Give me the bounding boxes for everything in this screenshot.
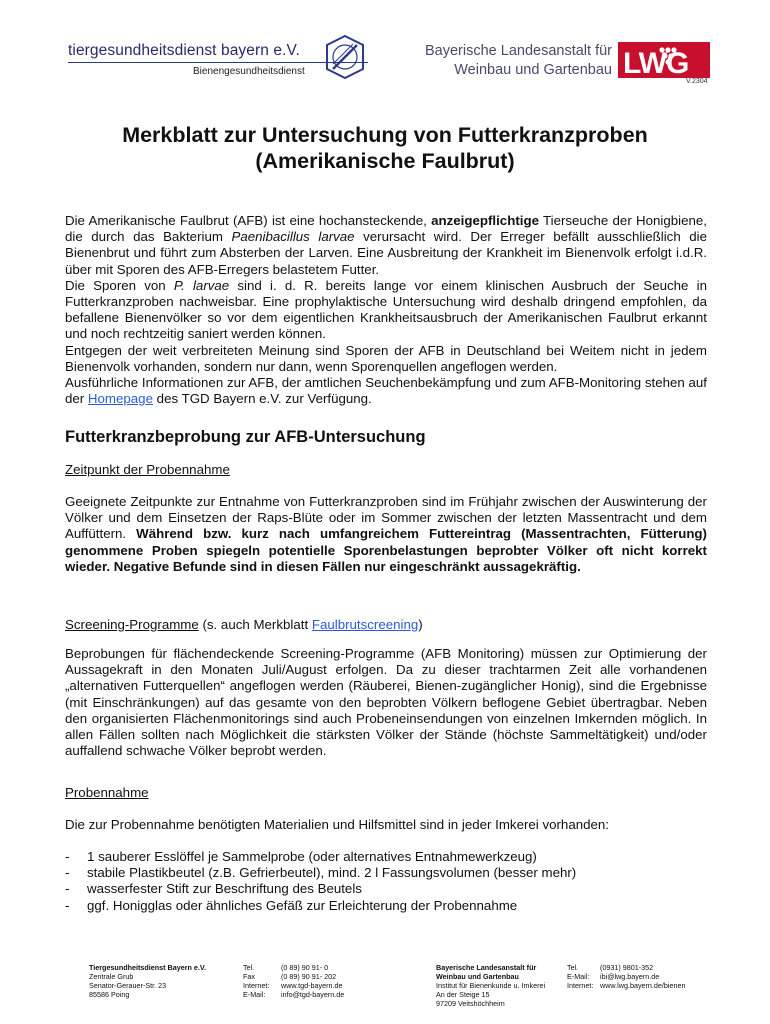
lwg-email-link[interactable]: ibi@lwg.bayern.de (600, 972, 660, 981)
intro-paragraph-1: Die Amerikanische Faulbrut (AFB) ist eine hochansteckende, anzeigepflichtige Tierseuche der Honigbiene, die durch das Bakterium Paenibacillus larvae verursacht wird. Der Erreger befällt ausschließlich die Bienenbrut und führt zum Absterben der Larven. Eine Ausbreitung der Krankheit im Bienenvolk erfolgt i.d.R. über mit Sporen des AFB-Erregers belastetem Futter. (65, 213, 708, 277)
lwg-org-name-line2: Weinbau und Gartenbau (454, 62, 612, 78)
title-line2: (Amerikanische Faulbrut) (255, 149, 515, 173)
tgd-email-link[interactable]: info@tgd-bayern.de (281, 990, 345, 999)
section-heading: Futterkranzbeprobung zur AFB-Untersuchung (65, 428, 426, 446)
subheading-probennahme: Probennahme (65, 785, 149, 800)
screening-text: Beprobungen für flächendeckende Screening-Programme (AFB Monitoring) müssen zur Optimierung der Aussagekraft in den Monaten Juli/August erfolgen. Da zu dieser trachtarmen Zeit alle vorhandenen „alternativen Futterquellen“ angeflogen werden (Räuberei, Bienen-zugänglicher Honig), sind die Ergebnisse (mit Einschränkungen) auf das gesamte von den beprobten Völkern beflogene Gebiet übertragbar. Neben den organisierten Flächenmonitorings sind auch Probeneinsendungen von einzelnen Imkernden möglich. In allen Fällen sollten nach Möglichkeit die stärksten Völker der Stände (höchste Sammeltätigkeit) und/oder auffallend schwache Völker beprobt werden. (65, 646, 707, 759)
subheading-screening: Screening-Programme (s. auch Merkblatt Faulbrutscreening) (65, 617, 423, 632)
probennahme-text: Die zur Probennahme benötigten Materialien und Hilfsmittel sind in jeder Imkerei vorhanden: (65, 817, 609, 832)
list-item: - stabile Plastikbeutel (z.B. Gefrierbeutel), mind. 2 l Fassungsvolumen (besser mehr) (65, 865, 707, 881)
intro-paragraph-2: Die Sporen von P. larvae sind i. d. R. bereits lange vor einem klinischen Ausbruch der Seuche in Futterkranzproben nachweisbar. Eine prophylaktische Untersuchung wird deshalb dringend empfohlen, da befallene Bienenvölker so vor dem eigentlichen Krankheitsausbruch der Amerikanischen Faulbrut erkannt und noch rechtzeitig saniert werden können. (65, 277, 707, 342)
footer-tgd-contact-values: (0 89) 90 91- 0 (0 89) 90 91- 202 www.tgd-bayern.de info@tgd-bayern.de (281, 963, 345, 999)
list-item: - ggf. Honigglas oder ähnliches Gefäß zur Erleichterung der Probennahme (65, 898, 707, 914)
list-item: - wasserfester Stift zur Beschriftung des Beutels (65, 881, 707, 897)
tgd-org-name: tiergesundheitsdienst bayern e.V. (68, 42, 300, 59)
lwg-logo-text: LWG (623, 47, 689, 80)
tgd-divider (68, 62, 368, 63)
intro-text (65, 213, 707, 407)
list-item: - 1 sauberer Esslöffel je Sammelprobe (oder alternatives Entnahmewerkzeug) (65, 849, 707, 865)
intro-paragraph-4: Ausführliche Informationen zur AFB, der amtlichen Seuchenbekämpfung und zum AFB-Monitoring stehen auf der Homepage des TGD Bayern e.V. zur Verfügung. (65, 375, 707, 407)
tgd-website-link[interactable]: www.tgd-bayern.de (281, 981, 343, 990)
lwg-website-link[interactable]: www.lwg.bayern.de/bienen (600, 981, 686, 990)
footer-tgd-address: Tiergesundheitsdienst Bayern e.V. Zentrale Grub Senator-Gerauer-Str. 23 85586 Poing (89, 963, 207, 999)
footer-lwg-contact-labels: Tel. E-Mail: Internet: (567, 963, 594, 990)
intro-paragraph-3: Entgegen der weit verbreiteten Meinung sind Sporen der AFB in Deutschland bei Weitem nicht in jedem Bienenvolk vorhanden, sondern nur dann, wenn Sporenquellen angeflogen werden. (65, 342, 707, 374)
tgd-org-subtitle: Bienengesundheitsdienst (193, 66, 305, 77)
materials-list (65, 849, 707, 914)
lwg-header (425, 42, 612, 80)
zeitpunkt-text: Geeignete Zeitpunkte zur Entnahme von Futterkranzproben sind im Frühjahr zwischen der Auswinterung der Völker und dem Einsetzen der Raps-Blüte oder im Sommer zwischen der letzten Massentracht und dem Auffüttern. Während bzw. kurz nach umfangreichem Futtereintrag (Massentrachten, Fütterung) genommene Proben spiegeln potentielle Sporenbelastungen beprobter Völker oft nicht korrekt wieder. Negative Befunde sind in diesen Fällen nur eingeschränkt aussagekräftig. (65, 494, 707, 574)
lwg-org-name-line1: Bayerische Landesanstalt für (425, 43, 612, 59)
lwg-logo-icon (618, 40, 710, 80)
tgd-logo-icon (325, 34, 365, 80)
version-label: V.2304 (686, 78, 708, 85)
footer-lwg-address: Bayerische Landesanstalt für Weinbau und Gartenbau Institut für Bienenkunde u. Imkerei An der Steige 15 97209 Veitshöchheim (436, 963, 546, 1008)
subheading-zeitpunkt: Zeitpunkt der Probennahme (65, 462, 230, 477)
homepage-link[interactable]: Homepage (87, 391, 153, 407)
page-title (0, 122, 770, 174)
faulbrutscreening-link[interactable]: Faulbrutscreening (311, 617, 419, 632)
title-line1: Merkblatt zur Untersuchung von Futterkranzproben (122, 123, 648, 147)
footer-lwg-contact-values: (0931) 9801-352 ibi@lwg.bayern.de www.lwg.bayern.de/bienen (600, 963, 686, 990)
footer-tgd-contact-labels: Tel. Fax Internet: E-Mail: (243, 963, 270, 999)
